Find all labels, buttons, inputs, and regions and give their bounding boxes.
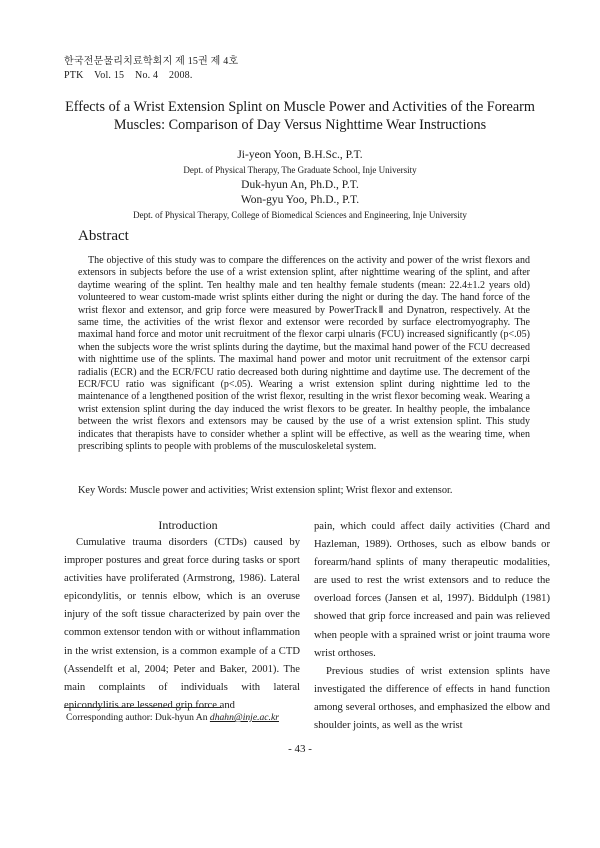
footnote-label: Corresponding author: Duk-hyun An [66, 712, 208, 723]
author-name: Ji-yeon Yoon, B.H.Sc., P.T. [237, 149, 363, 161]
keywords: Key Words: Muscle power and activities; Wrist extension splint; Wrist flexor and extensor. [78, 485, 453, 496]
left-column [64, 516, 300, 715]
author-affiliation: Dept. of Physical Therapy, College of Biomedical Sciences and Engineering, Inje University [133, 210, 467, 220]
page-number: - 43 - [288, 743, 312, 755]
intro-paragraph-continued: pain, which could affect daily activities (Chard and Hazleman, 1989). Orthoses, such as elbow bands or forearm/hand splints of many therapeutic modalities, are used to rest the wrist extensors and to reduce the overload forces (Jansen et al, 1997). Biddulph (1981) showed that grip force increased and pain was relieved when people with a sprained wrist or joint trauma wore wrist orthoses. [314, 521, 550, 659]
author-affiliation: Dept. of Physical Therapy, The Graduate School, Inje University [183, 165, 417, 175]
abstract-heading: Abstract [78, 228, 129, 244]
author-name: Duk-hyun An, Ph.D., P.T. [241, 179, 359, 191]
intro-paragraph: Cumulative trauma disorders (CTDs) caused by improper postures and great force during tasks or sport activities have proliferated (Armstrong, 1986). Lateral epicondylitis, or tennis elbow, which is an overuse injury of the soft tissue characterized by pain over the common extensor tendon with or without inflammation in the wrist extension, is a common example of a CTD (Assendelft et al, 2004; Peter and Baker, 2001). The main complaints of individuals with lateral epicondylitis are lessened grip force and [64, 537, 300, 711]
author-name: Won-gyu Yoo, Ph.D., P.T. [240, 194, 360, 206]
author-email-link[interactable]: dhahn@inje.ac.kr [209, 712, 279, 723]
footnote-divider [64, 707, 222, 708]
abstract-body [78, 255, 530, 454]
author-block [40, 148, 560, 223]
title-line-2: Muscles: Comparison of Day Versus Nighttime Wear Instructions [113, 117, 487, 133]
journal-volume-header: PTK Vol. 15 No. 4 2008. [64, 70, 193, 81]
corresponding-author-footnote [66, 712, 279, 724]
intro-paragraph: Previous studies of wrist extension splints have investigated the difference of effects in hand function among several orthoses, and emphasized the elbow and shoulder joints, as well as the wrist [314, 665, 550, 732]
paper-title [40, 98, 560, 134]
introduction-heading: Introduction [158, 518, 218, 532]
right-column [314, 518, 550, 735]
abstract-text: The objective of this study was to compare the differences on the activity and power of the wrist flexors and extensors in subjects before the use of a wrist extension splint, after nighttime wearing of the splint, and after daytime wearing of the splint. Ten healthy male and ten healthy female students (mean: 22.4±1.2 years old) volunteered to wear custom-made wrist splints either during the night or during the day. The hand force of the wrist flexor and extensor, and grip force were measured by PowerTrackⅡ and Dynatron, respectively. At the same time, the activities of the wrist flexor and extensor were recorded by surface electromyography. The maximal hand force and motor unit recruitment of the flexor carpi ulnaris (FCU) increased significantly (p<.05) when the subjects wore the wrist splints during the daytime, but the maximal hand power of the FCU decreased with nighttime use of the splints. The maximal hand power and motor unit recruitment of the extensor carpi radialis (ECR) and the ECR/FCU ratio decreased both during nighttime and daytime use. The decrement of the ECR/FCU ratio was significant (p<.05). Wearing a wrist extension splint during nighttime led to the maintenance of a lengthened position of the wrist flexor, resulting in the wrist flexor becoming weak. Wearing a wrist extension splint during the day induced the wrist flexors to be greater. In healthy people, the imbalance between the wrist flexors and extensors may be caused by the use of a wrist extension splint. This study indicates that therapists have to consider whether a splint will be effective, as well as the wearing time, when prescribing splints to people with problems of the musculoskeletal system. [78, 255, 530, 453]
title-line-1: Effects of a Wrist Extension Splint on Muscle Power and Activities of the Forearm [65, 99, 535, 115]
journal-korean-header: 한국전문물리치료학회지 제 15권 제 4호 [64, 56, 239, 67]
